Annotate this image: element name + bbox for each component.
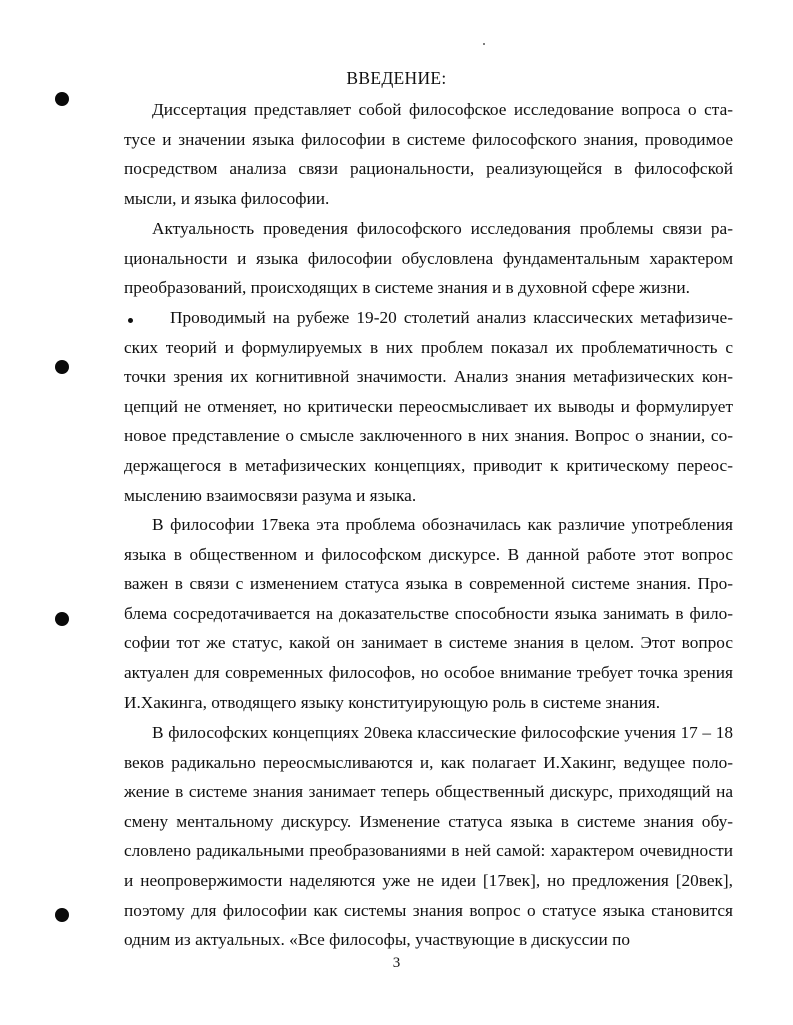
punch-hole-mark	[55, 908, 69, 922]
paragraph-text: Проводимый на рубеже 19-20 столетий анализ классических метафизических теорий и формулируемых в них проблем показал их проблематичность с точки зрения их когнитивной значимости. Анализ знания метафизических концепций не отменяет, но критически переосмысливает их выводы и формулирует новое представление о смысле заключенного в них знания. Вопрос о знании, содержащегося в метафизических концепциях, приводит к критическому переосмыслению взаимосвязи разума и языка.	[124, 308, 733, 505]
punch-hole-mark	[55, 612, 69, 626]
paragraph-text: Диссертация представляет собой философское исследование вопроса о статусе и значении языка философии в системе философского знания, проводимое посредством анализа связи рациональности, реализующейся в философской мысли, и языка философии.	[124, 100, 733, 208]
paragraph-2	[124, 214, 733, 303]
paragraph-1	[124, 95, 733, 213]
paragraph-text: В философских концепциях 20века классические философские учения 17 – 18 веков радикально переосмысливаются и, как полагает И.Хакинг, ведущее положение в системе знания занимает теперь общественный дискурс, приходящий на смену ментальному дискурсу. Изменение статуса языка в системе знания обусловлено радикальными преобразованиями в ней самой: характером очевидности и неопровержимости наделяются уже не идеи [17век], но предложения [20век], поэтому для философии как системы знания вопрос о статусе языка становится одним из актуальных. «Все философы, участвующие в дискуссии по	[124, 723, 733, 950]
paragraph-5	[124, 718, 733, 955]
paragraph-3	[124, 303, 733, 510]
page-number: 3	[392, 955, 401, 971]
page-title: ВВЕДЕНИЕ:	[346, 68, 447, 88]
paragraph-text: Актуальность проведения философского исследования проблемы связи рациональности и языка философии обусловлена фундаментальным характером преобразований, происходящих в системе знания и в духовной сфере жизни.	[124, 219, 733, 298]
paragraph-4	[124, 510, 733, 717]
scan-speck	[483, 43, 485, 45]
punch-hole-mark	[55, 92, 69, 106]
punch-hole-mark	[55, 360, 69, 374]
paragraph-text: В философии 17века эта проблема обозначилась как различие употребления языка в общественном и философском дискурсе. В данной работе этот вопрос важен в связи с изменением статуса языка в современной системе знания. Проблема сосредотачивается на доказательстве способности языка занимать в философии тот же статус, какой он занимает в системе знания в целом. Этот вопрос актуален для современных философов, но особое внимание требует точка зрения И.Хакинга, отводящего языку конституирующую роль в системе знания.	[124, 515, 733, 712]
